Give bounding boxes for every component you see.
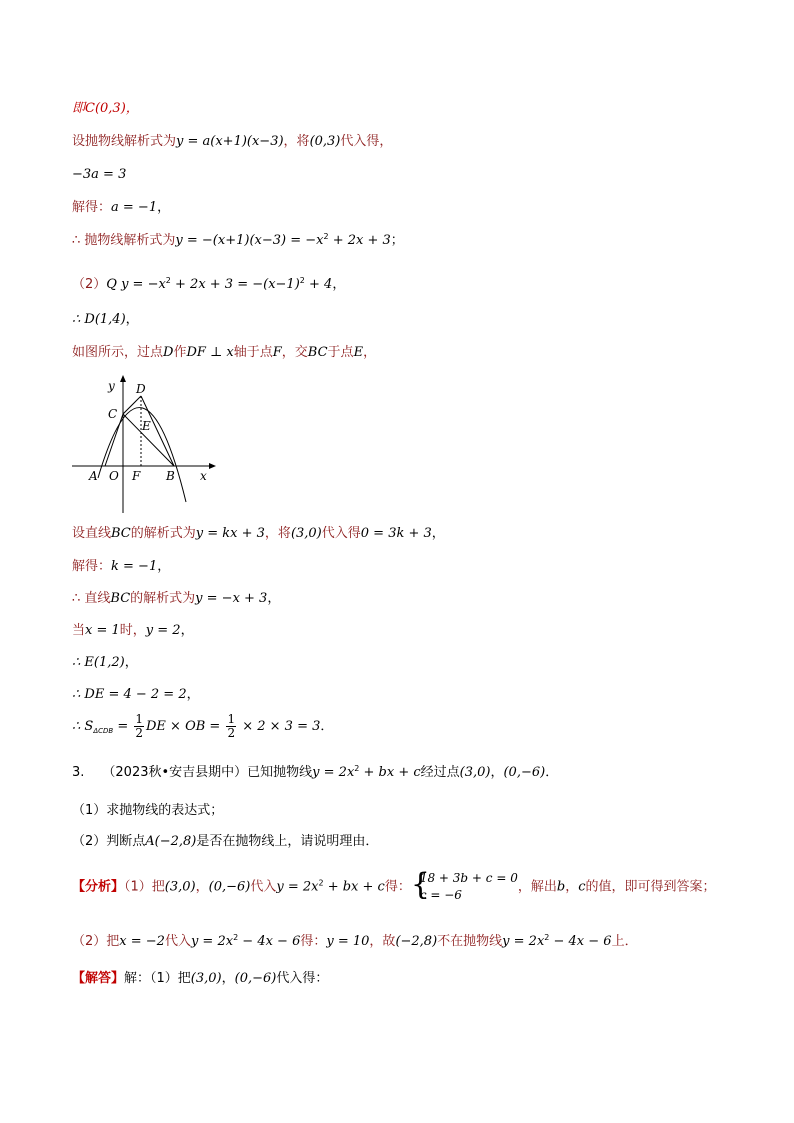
line-x-equals-1: 当x = 1时，y = 2，: [72, 623, 194, 638]
line-solve-k: 解得：k = −1，: [72, 559, 171, 574]
parabola-figure: [68, 370, 223, 516]
line-bc-result: ∴ 直线BC的解析式为y = −x + 3，: [72, 591, 281, 606]
question-1: （1）求抛物线的表达式；: [72, 803, 224, 818]
line-de-length: ∴ DE = 4 − 2 = 2，: [72, 687, 200, 702]
line-set-parabola: 设抛物线解析式为y = a(x+1)(x−3)，将(0,3)代入得，: [72, 134, 393, 149]
line-construct-df: 如图所示，过点D作DF ⊥ x轴于点F，交BC于点E，: [72, 345, 377, 360]
problem-number: 3.: [72, 765, 85, 780]
answer-tag: 【解答】: [72, 971, 125, 986]
equation-system: { 18 + 3b + c = 0 c = −6: [410, 867, 518, 902]
label-f: F: [132, 469, 141, 483]
label-a: A: [89, 469, 98, 483]
line-part2-vertex-form: （2）Q $y = -x^2 + 2x + 3 = -(x-1)^2 + 4$，: [72, 276, 346, 292]
answer-line-1: 【解答】解：（1）把(3,0)，(0,−6)代入得：: [72, 971, 329, 986]
line-e-point: ∴ E(1,2)，: [72, 655, 138, 670]
label-x: x: [200, 469, 207, 483]
line-d-point: ∴ D(1,4)，: [72, 312, 139, 327]
line-area: ∴ $S_{\Delta CDB}$ = $\frac{1}{2}$ DE × OB = $\frac{1}{2}$ × 2 × 3 = 3．: [72, 712, 334, 740]
line-c-point: 即C(0,3)，: [72, 101, 139, 116]
x-axis-arrow-icon: [209, 463, 216, 469]
line-set-bc: 设直线BC的解析式为y = kx + 3，将(3,0)代入得0 = 3k + 3，: [72, 526, 445, 541]
line-solve-a: 解得：a = −1，: [72, 200, 171, 215]
label-e: E: [142, 419, 151, 433]
label-o: O: [109, 469, 119, 483]
label-y: y: [108, 379, 115, 393]
line-equation-a: −3a = 3: [72, 167, 127, 182]
fraction-half-2: $\frac{1}{2}$: [227, 712, 236, 740]
line-parabola-result: ∴ 抛物线解析式为$y = -(x+1)(x-3) = -x^2 + 2x + 3$；: [72, 232, 404, 248]
analysis-line-2: （2）把x = −2代入$y = 2x^2 - 4x - 6$得：y = 10，故(−2,8)不在抛物线$y = 2x^2 - 4x - 6$上．: [72, 933, 638, 949]
label-b: B: [166, 469, 175, 483]
problem-3-statement: 3. （2023秋•安吉县期中）已知抛物线$y = 2x^2$ + bx + c经过点(3,0)，(0,−6)．: [72, 764, 559, 780]
question-2: （2）判断点A(−2,8)是否在抛物线上，请说明理由．: [72, 834, 379, 849]
segment-cd: [123, 396, 141, 414]
label-d: D: [136, 382, 146, 396]
analysis-tag: 【分析】: [72, 879, 125, 895]
label-c: C: [108, 407, 118, 421]
y-axis-arrow-icon: [120, 375, 126, 382]
fraction-half: $\frac{1}{2}$: [135, 712, 143, 740]
analysis-line-1: 【分析】（1）把(3,0)，(0,−6)代入$y = 2x^2$ + bx + c得： { 18 + 3b + c = 0 c = −6 ，解出b，c的值，即可得到答案；: [72, 867, 716, 902]
segment-ab-to-c: [105, 414, 123, 466]
